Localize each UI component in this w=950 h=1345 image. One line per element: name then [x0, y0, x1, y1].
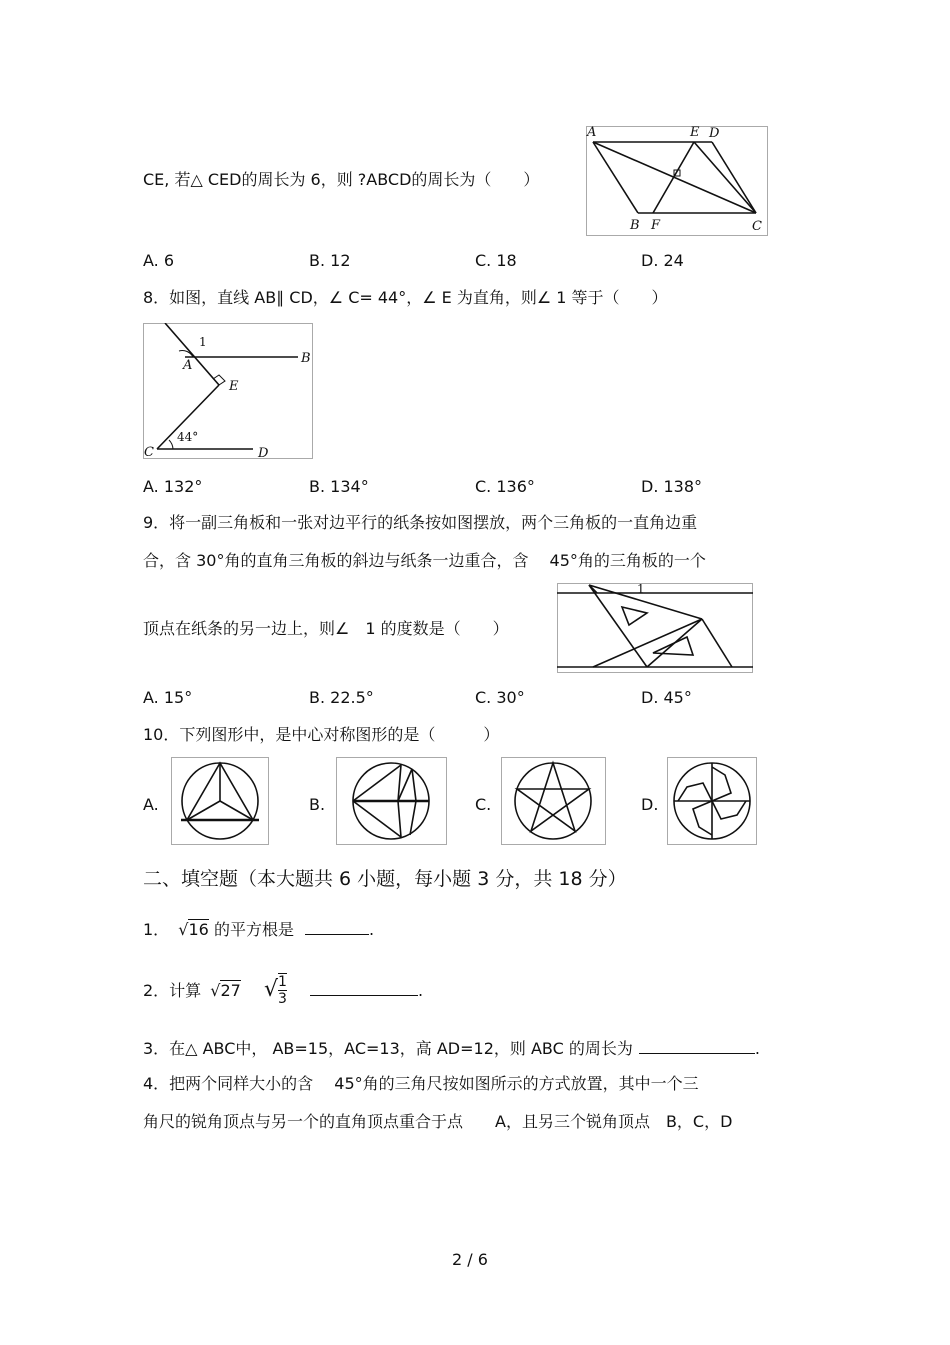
fill-q2-denominator: 3	[277, 991, 287, 1007]
q8-option-c: C. 136°	[475, 477, 535, 496]
fill-q1-radicand: 16	[188, 920, 209, 939]
sqrt-symbol: √ $\frac{1}{3}$	[263, 974, 287, 1007]
q9-option-a: A. 15°	[143, 688, 193, 707]
q10-option-b: B.	[309, 795, 326, 814]
q8-parallel-lines-figure	[143, 323, 313, 459]
q10-option-c: C.	[475, 795, 492, 814]
fill-q1-prefix: 1．	[143, 920, 170, 939]
q8-option-d: D. 138°	[641, 477, 703, 496]
fill-q2-blank	[310, 979, 418, 996]
q9-line-3: 顶点在纸条的另一边上，则∠ 1 的度数是（ ）	[143, 619, 509, 638]
q10-option-d: D.	[641, 795, 659, 814]
q7-option-a: A. 6	[143, 251, 175, 270]
q7-label-d: D	[709, 126, 720, 141]
q9-line-2: 合，含 30°角的直角三角板的斜边与纸条一边重合，含 45°角的三角板的一个	[143, 551, 706, 570]
fill-q1-suffix: 的平方根是	[213, 920, 294, 939]
q7-label-a: A	[587, 126, 597, 140]
q9-line-1: 9．将一副三角板和一张对边平行的纸条按如图摆放，两个三角板的一直角边重	[143, 513, 698, 532]
sqrt-symbol: √16	[178, 920, 209, 939]
q10-figure-a	[171, 757, 269, 845]
fill-q3-text: 3．在△ ABC中， AB=15，AC=13，高 AD=12，则 ABC 的周长为	[143, 1039, 633, 1058]
q7-text: CE, 若△ CED的周长为 6，则 ?ABCD的周长为（ ）	[143, 170, 540, 189]
q7-option-b: B. 12	[309, 251, 351, 270]
q9-option-c: C. 30°	[475, 688, 525, 707]
q8-label-d: D	[258, 446, 269, 459]
q7-label-f: F	[651, 218, 661, 233]
fill-q4-line-1: 4．把两个同样大小的含 45°角的三角尺按如图所示的方式放置，其中一个三	[143, 1074, 699, 1093]
fill-q3	[143, 1037, 760, 1059]
q8-label-1: 1	[199, 335, 207, 349]
section-2-title: 二、填空题（本大题共 6 小题，每小题 3 分，共 18 分）	[143, 868, 627, 890]
q8-label-b: B	[301, 351, 311, 366]
q7-label-b: B	[630, 218, 640, 233]
q7-label-c: C	[752, 219, 762, 234]
fill-q2-radicand: 27	[220, 981, 241, 1000]
fill-q2	[143, 970, 423, 1020]
q7-option-c: C. 18	[475, 251, 517, 270]
q10-figure-d	[667, 757, 757, 845]
q10-figure-b	[336, 757, 447, 845]
fill-q3-blank	[639, 1037, 755, 1054]
fill-q2-numerator: 1	[277, 974, 287, 990]
q8-option-a: A. 132°	[143, 477, 203, 496]
fill-q1	[143, 918, 374, 940]
sqrt-symbol: √27	[210, 981, 241, 1000]
q8-label-e: E	[229, 379, 239, 394]
q9-option-d: D. 45°	[641, 688, 692, 707]
fill-q2-end: .	[417, 981, 424, 1000]
q9-option-b: B. 22.5°	[309, 688, 374, 707]
q9-label-1: 1	[637, 583, 645, 596]
q9-triangle-rulers-figure	[557, 583, 753, 673]
q8-label-angle: 44°	[177, 430, 199, 444]
q7-label-e: E	[690, 126, 700, 140]
q8-option-b: B. 134°	[309, 477, 369, 496]
q8-text: 8．如图，直线 AB∥ CD，∠ C= 44°，∠ E 为直角，则∠ 1 等于（ ）	[143, 288, 668, 307]
q7-option-d: D. 24	[641, 251, 684, 270]
fill-q2-prefix: 2．计算	[143, 981, 202, 1000]
fill-q3-end: .	[754, 1039, 760, 1058]
fill-q1-end: .	[369, 920, 375, 939]
q8-label-c: C	[144, 445, 154, 459]
page-number: 2 / 6	[452, 1250, 488, 1269]
q7-parallelogram-figure	[586, 126, 768, 236]
q10-text: 10．下列图形中，是中心对称图形的是（ ）	[143, 725, 500, 744]
fill-q4-line-2: 角尺的锐角顶点与另一个的直角顶点重合于点 A，且另三个锐角顶点 B，C，D	[143, 1112, 733, 1131]
fill-q1-blank	[305, 918, 369, 935]
q10-option-a: A.	[143, 795, 159, 814]
fill-q2-fraction	[278, 973, 287, 1007]
q10-figure-c	[501, 757, 606, 845]
q8-label-a: A	[183, 358, 193, 373]
